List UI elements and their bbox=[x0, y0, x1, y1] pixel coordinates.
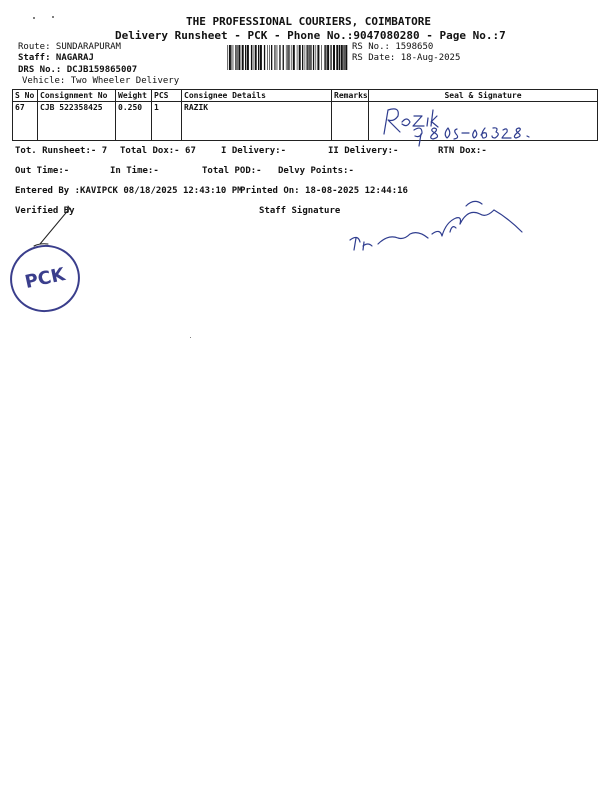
barcode-bar bbox=[247, 45, 249, 70]
cell-consignment-no: CJB 522358425 bbox=[38, 102, 116, 141]
rs-date: RS Date: 18-Aug-2025 bbox=[352, 53, 461, 63]
barcode-bar bbox=[260, 45, 262, 70]
header-weight: Weight bbox=[116, 90, 152, 102]
barcode-bar bbox=[324, 45, 325, 70]
cell-remarks bbox=[332, 102, 369, 141]
rtn-dox: RTN Dox:- bbox=[438, 146, 487, 156]
cell-s-no: 67 bbox=[13, 102, 38, 141]
handwritten-consignee-note bbox=[380, 100, 555, 148]
barcode-bar bbox=[274, 45, 275, 70]
barcode-bar bbox=[271, 45, 272, 70]
printed-on: Printed On: 18-08-2025 12:44:16 bbox=[240, 186, 408, 196]
barcode-bar bbox=[255, 45, 257, 70]
out-time: Out Time:- bbox=[15, 166, 70, 176]
barcode-bar bbox=[341, 45, 343, 70]
total-pod: Total POD:- bbox=[202, 166, 262, 176]
entered-by: Entered By :KAVIPCK 08/18/2025 12:43:10 PM bbox=[15, 186, 243, 196]
drs-number: DRS No.: DCJB159865007 bbox=[18, 65, 138, 75]
header-s-no: S No bbox=[13, 90, 38, 102]
header-pcs: PCS bbox=[152, 90, 182, 102]
header-consignment-no: Consignment No bbox=[38, 90, 116, 102]
barcode-bar bbox=[307, 45, 308, 70]
barcode-bar bbox=[237, 45, 238, 70]
scan-speck bbox=[33, 17, 35, 19]
scan-speck bbox=[190, 337, 191, 338]
barcode-bar bbox=[286, 45, 287, 70]
barcode-bar bbox=[336, 45, 338, 70]
pck-stamp: PCK bbox=[4, 238, 86, 318]
barcode bbox=[227, 45, 349, 70]
barcode-bar bbox=[339, 45, 340, 70]
header-consignee-details: Consignee Details bbox=[182, 90, 332, 102]
cell-consignee: RAZIK bbox=[182, 102, 332, 141]
total-dox: Total Dox:- 67 bbox=[120, 146, 196, 156]
barcode-bar bbox=[269, 45, 270, 70]
barcode-bar bbox=[242, 45, 244, 70]
company-title: THE PROFESSIONAL COURIERS, COIMBATORE bbox=[186, 15, 432, 28]
barcode-bar bbox=[330, 45, 331, 70]
barcode-bar bbox=[333, 45, 335, 70]
barcode-bar bbox=[245, 45, 246, 70]
barcode-bar bbox=[313, 45, 314, 70]
barcode-bar bbox=[267, 45, 268, 70]
barcode-bar bbox=[305, 45, 306, 70]
barcode-bar bbox=[233, 45, 234, 70]
staff-signature bbox=[348, 194, 530, 256]
barcode-bar bbox=[276, 45, 277, 70]
barcode-bar bbox=[235, 45, 236, 70]
delvy-points: Delvy Points:- bbox=[278, 166, 354, 176]
barcode-bar bbox=[310, 45, 311, 70]
barcode-bar bbox=[345, 45, 347, 70]
barcode-bar bbox=[238, 45, 240, 70]
barcode-bar bbox=[327, 45, 329, 70]
barcode-bar bbox=[302, 45, 303, 70]
barcode-bar bbox=[287, 45, 288, 70]
barcode-bar bbox=[299, 45, 301, 70]
verifier-signature bbox=[28, 204, 78, 250]
barcode-bar bbox=[316, 45, 317, 70]
barcode-bar bbox=[253, 45, 254, 70]
barcode-bar bbox=[258, 45, 259, 70]
runsheet-title: Delivery Runsheet - PCK - Phone No.:9047080280 - Page No.:7 bbox=[115, 29, 506, 42]
header-remarks: Remarks bbox=[332, 90, 369, 102]
staff-signature-label: Staff Signature bbox=[259, 206, 341, 216]
barcode-bar bbox=[343, 45, 344, 70]
barcode-bar bbox=[227, 45, 228, 70]
tot-runsheet: Tot. Runsheet:- 7 bbox=[15, 146, 108, 156]
barcode-bar bbox=[264, 45, 265, 70]
header-seal-signature: Seal & Signature bbox=[369, 90, 598, 102]
barcode-bar bbox=[232, 45, 233, 70]
barcode-bar bbox=[293, 45, 295, 70]
staff-label: Staff: NAGARAJ bbox=[18, 53, 94, 63]
barcode-bar bbox=[288, 45, 289, 70]
barcode-bar bbox=[325, 45, 326, 70]
barcode-bar bbox=[277, 45, 278, 70]
barcode-bar bbox=[283, 45, 284, 70]
barcode-bar bbox=[229, 45, 231, 70]
barcode-bar bbox=[291, 45, 292, 70]
barcode-bar bbox=[321, 45, 322, 70]
barcode-bar bbox=[317, 45, 319, 70]
barcode-bar bbox=[308, 45, 309, 70]
verified-by-label: Verified By bbox=[15, 206, 75, 216]
ii-delivery: II Delivery:- bbox=[328, 146, 399, 156]
i-delivery: I Delivery:- bbox=[221, 146, 287, 156]
route-label: Route: SUNDARAPURAM bbox=[18, 42, 121, 52]
vehicle-label: Vehicle: Two Wheeler Delivery bbox=[22, 76, 180, 86]
cell-pcs: 1 bbox=[152, 102, 182, 141]
cell-weight: 0.250 bbox=[116, 102, 152, 141]
barcode-bar bbox=[251, 45, 252, 70]
in-time: In Time:- bbox=[110, 166, 159, 176]
scan-speck bbox=[52, 16, 54, 18]
rs-number: RS No.: 1598650 bbox=[352, 42, 434, 52]
barcode-bar bbox=[279, 45, 280, 70]
barcode-bar bbox=[297, 45, 298, 70]
